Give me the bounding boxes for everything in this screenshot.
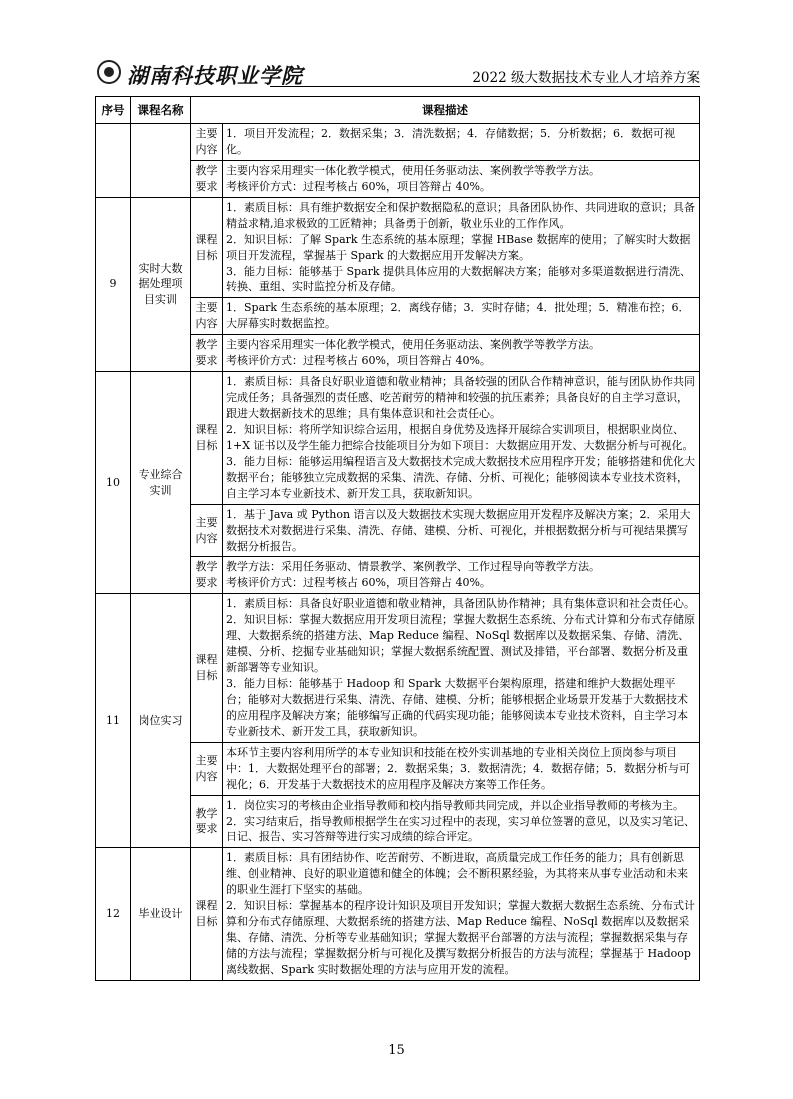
row-sub-label: 主要内容: [191, 298, 223, 335]
page-number: 15: [388, 1043, 405, 1058]
row-sub-label: 教学要求: [191, 557, 223, 594]
row-goals: 1．素质目标：具备良好职业道德和敬业精神；具备较强的团队合作精神意识，能与团队协作共同完成任务；具备强烈的责任感、吃苦耐劳的精神和较强的抗压素养；具备良好的自主学习意识，跟进大数据新技术的思维；具有集体意识和社会责任心。 2．知识目标：将所学知识综合运用，根据自身优势及选择开展综合实训项目，根据职业岗位、1+X 证书以及学生能力把综合技能项目分为如下项目：大数据应用开发、大数据分析与可视化。 3．能力目标：能够运用编程语言及大数据技术完成大数据技术应用程序开发；能够搭建和优化大数据平台；能够独立完成数据的采集、清洗、存储、分析、可视化；能够阅读本专业技术资料，自主学习本专业新技术、新开发工具，获取新知识。: [223, 372, 700, 505]
course-name: 岗位实习: [131, 594, 191, 848]
header-rule: [270, 86, 700, 87]
row-content: 1．项目开发流程；2．数据采集；3．清洗数据；4．存储数据；5．分析数据；6．数据可视化。: [223, 124, 700, 161]
table-row: [96, 848, 700, 981]
plan-title: 2022 级大数据技术专业人才培养方案: [472, 70, 700, 86]
table-header-row: [96, 97, 700, 124]
row-goals: 1．素质目标：具有维护数据安全和保护数据隐私的意识；具备团队协作、共同进取的意识；具备精益求精,追求极致的工匠精神；具备勇于创新，敬业乐业的工作作风。 2．知识目标：了解 Spark 生态系统的基本原理；掌握 HBase 数据库的使用；了解实时大数据项目开发流程，掌握基于 Spark 的大数据应用开发解决方案。 3．能力目标：能够基于 Spark 提供具体应用的大数据解决方案；能够对多渠道数据进行清洗、转换、重组、实时监控分析及存储。: [223, 197, 700, 298]
table-row: [96, 197, 700, 298]
table-row: [96, 372, 700, 505]
row-teaching: 主要内容采用理实一体化教学模式，使用任务驱动法、案例教学等教学方法。 考核评价方式：过程考核占 60%，项目答辩占 40%。: [223, 335, 700, 372]
header-desc: 课程描述: [191, 97, 700, 124]
row-teaching: 1．岗位实习的考核由企业指导教师和校内指导教师共同完成，并以企业指导教师的考核为主。 2．实习结束后，指导教师根据学生在实习过程中的表现，实习单位签署的意见，以及实习笔记、日记、报告、实习答辩等进行实习成绩的综合评定。: [223, 795, 700, 848]
row-sub-label: 课程目标: [191, 197, 223, 298]
row-sub-label: 主要内容: [191, 504, 223, 557]
row-content: 1．基于 Java 或 Python 语言以及大数据技术实现大数据应用开发程序及解决方案；2．采用大数据技术对数据进行采集、清洗、存储、建模、分析、可视化，并根据数据分析与可视结果撰写数据分析报告。: [223, 504, 700, 557]
row-sub-label: 教学要求: [191, 160, 223, 197]
school-name: 湖南科技职业学院: [127, 63, 303, 88]
row-goals: 1．素质目标：具备良好职业道德和敬业精神，具备团队协作精神；具有集体意识和社会责任心。 2．知识目标：掌握大数据应用开发项目流程；掌握大数据生态系统、分布式计算和分布式存储原理、大数据系统的搭建方法、Map Reduce 编程、NoSql 数据库以及数据采集、存储、清洗、建模、分析、挖掘专业基础知识；掌握大数据系统配置、测试及排错，平台部署、数据分析及重新部署等专业知识。 3．能力目标：能够基于 Hadoop 和 Spark 大数据平台架构原理，搭建和维护大数据处理平台；能够对大数据进行采集、清洗、存储、建模、分析；能够根据企业场景开发基于大数据技术的应用程序及解决方案；能够编写正确的代码实现功能；能够阅读本专业技术资料，自主学习本专业新技术、新开发工具，获取新知识。: [223, 594, 700, 742]
row-number: 12: [96, 848, 131, 981]
row-sub-label: 教学要求: [191, 795, 223, 848]
header-course: 课程名称: [131, 97, 191, 124]
row-sub-label: 课程目标: [191, 848, 223, 981]
row-goals: 1．素质目标：具有团结协作、吃苦耐劳、不断进取，高质量完成工作任务的能力；具有创新思维、创业精神、良好的职业道德和健全的体魄；会不断积累经验，为其将来从事专业活动和未来的职业生涯打下坚实的基础。 2．知识目标：掌握基本的程序设计知识及项目开发知识；掌握大数据大数据生态系统、分布式计算和分布式存储原理、大数据系统的搭建方法、Map Reduce 编程、NoSql 数据库以及数据采集、存储、清洗、分析等专业基础知识；掌握大数据平台部署的方法与流程；掌握数据采集与存储的方法与流程；掌握数据分析与可视化及撰写数据分析报告的方法与流程；掌握基于 Hadoop 离线数据、Spark 实时数据处理的方法与应用开发的流程。: [223, 848, 700, 981]
row-teaching: 主要内容采用理实一体化教学模式，使用任务驱动法、案例教学等教学方法。 考核评价方式：过程考核占 60%，项目答辩占 40%。: [223, 160, 700, 197]
row-content: 1．Spark 生态系统的基本原理；2．离线存储；3．实时存储；4．批处理；5．精准布控；6．大屏幕实时数据监控。: [223, 298, 700, 335]
row-teaching: 教学方法：采用任务驱动、情景教学、案例教学、工作过程导向等教学方法。 考核评价方式：过程考核占 60%，项目答辩占 40%。: [223, 557, 700, 594]
row-sub-label: 教学要求: [191, 335, 223, 372]
row-sub-label: 课程目标: [191, 594, 223, 742]
row-sub-label: 课程目标: [191, 372, 223, 505]
course-name: 实时大数据处理项目实训: [131, 197, 191, 371]
row-sub-label: 主要内容: [191, 742, 223, 795]
row-content: 本环节主要内容利用所学的本专业知识和技能在校外实训基地的专业相关岗位上顶岗参与项目中：1．大数据处理平台的部署；2．数据采集；3．数据清洗；4．数据存储；5．数据分析与可视化；6．开发基于大数据技术的应用程序及解决方案等工作任务。: [223, 742, 700, 795]
row-sub-label: 主要内容: [191, 124, 223, 161]
table-row: [96, 594, 700, 742]
course-name: 毕业设计: [131, 848, 191, 981]
row-number: 11: [96, 594, 131, 848]
header-no: 序号: [96, 97, 131, 124]
school-logo: [95, 58, 303, 88]
row-number: 9: [96, 197, 131, 371]
row-number: 10: [96, 372, 131, 594]
course-table: [95, 96, 700, 981]
course-name: 专业综合实训: [131, 372, 191, 594]
school-seal-icon: [97, 60, 121, 84]
page-header: [95, 58, 700, 90]
table-row: [96, 124, 700, 161]
